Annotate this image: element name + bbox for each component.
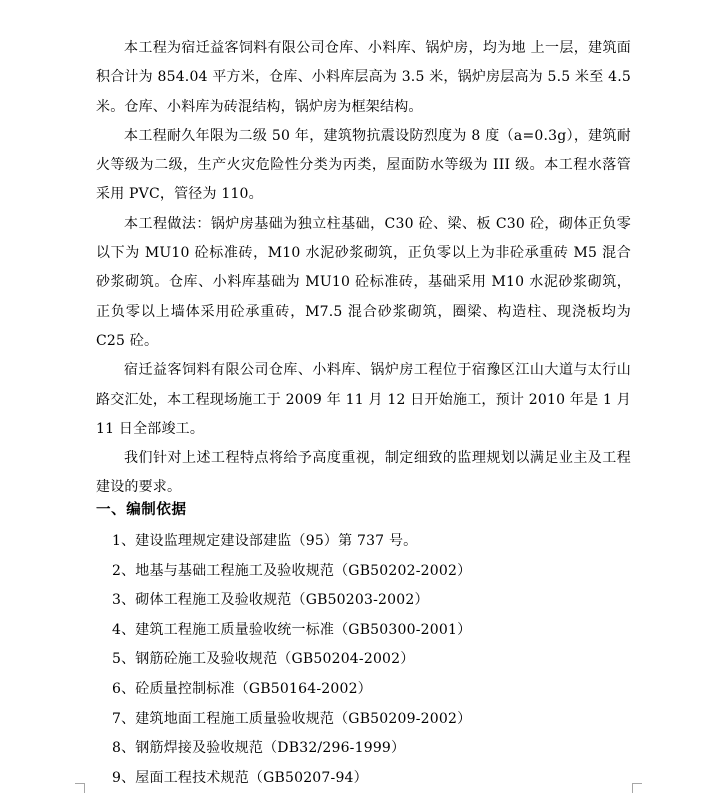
section-heading: 一、编制依据	[96, 501, 187, 518]
reference-item: 9、屋面工程技术规范（GB50207-94）	[112, 769, 368, 786]
paragraph-supervision-commitment: 我们针对上述工程特点将给予高度重视，制定细致的监理规划以满足业主及工程建设的要求。	[96, 450, 631, 496]
reference-item: 1、建设监理规定建设部建监（95）第 737 号。	[112, 533, 418, 549]
paragraph-project-overview: 本工程为宿迁益客饲料有限公司仓库、小料库、锅炉房，均为地 上一层，建筑面积合计为 854.04 平方米，仓库、小料库层高为 3.5 米，锅炉房层高为 5.5 米至 4.5 米。仓库、小料库为砖混结构，锅炉房为框架结构。	[96, 40, 631, 115]
body-text	[96, 34, 631, 503]
reference-item: 3、砌体工程施工及验收规范（GB50203-2002）	[112, 592, 429, 609]
reference-item: 8、钢筋焊接及验收规范（DB32/296-1999）	[112, 740, 406, 757]
reference-item: 2、地基与基础工程施工及验收规范（GB50202-2002）	[112, 562, 472, 579]
page-margin-mark-right	[632, 783, 642, 793]
reference-item: 4、建筑工程施工质量验收统一标准（GB50300-2001）	[112, 621, 472, 638]
reference-list	[112, 527, 471, 793]
paragraph-durability-rating: 本工程耐久年限为二级 50 年，建筑物抗震设防烈度为 8 度（a=0.3g），建筑耐火等级为二级，生产火灾危险性分类为丙类，屋面防水等级为 III 级。本工程水落管采用 PVC，管径为 110。	[96, 127, 631, 203]
paragraph-location-schedule: 宿迁益客饲料有限公司仓库、小料库、锅炉房工程位于宿豫区江山大道与太行山路交汇处，本工程现场施工于 2009 年 11 月 12 日开始施工，预计 2010 年是 1 月 11 日全部竣工。	[96, 362, 631, 437]
reference-item: 5、钢筋砼施工及验收规范（GB50204-2002）	[112, 651, 415, 668]
page-margin-mark-left	[75, 783, 85, 793]
reference-item: 6、砼质量控制标准（GB50164-2002）	[112, 680, 372, 697]
paragraph-construction-method: 本工程做法：锅炉房基础为独立柱基础，C30 砼、梁、板 C30 砼，砌体正负零以下为 MU10 砼标准砖，M10 水泥砂浆砌筑，正负零以上为非砼承重砖 M5 混合砂浆砌筑。仓库、小料库基础为 MU10 砼标准砖，基础采用 M10 水泥砂浆砌筑，正负零以上墙体采用砼承重砖，M7.5 混合砂浆砌筑，圈梁、构造柱、现浇板均为 C25 砼。	[96, 215, 631, 349]
reference-item: 7、建筑地面工程施工质量验收规范（GB50209-2002）	[112, 710, 472, 727]
